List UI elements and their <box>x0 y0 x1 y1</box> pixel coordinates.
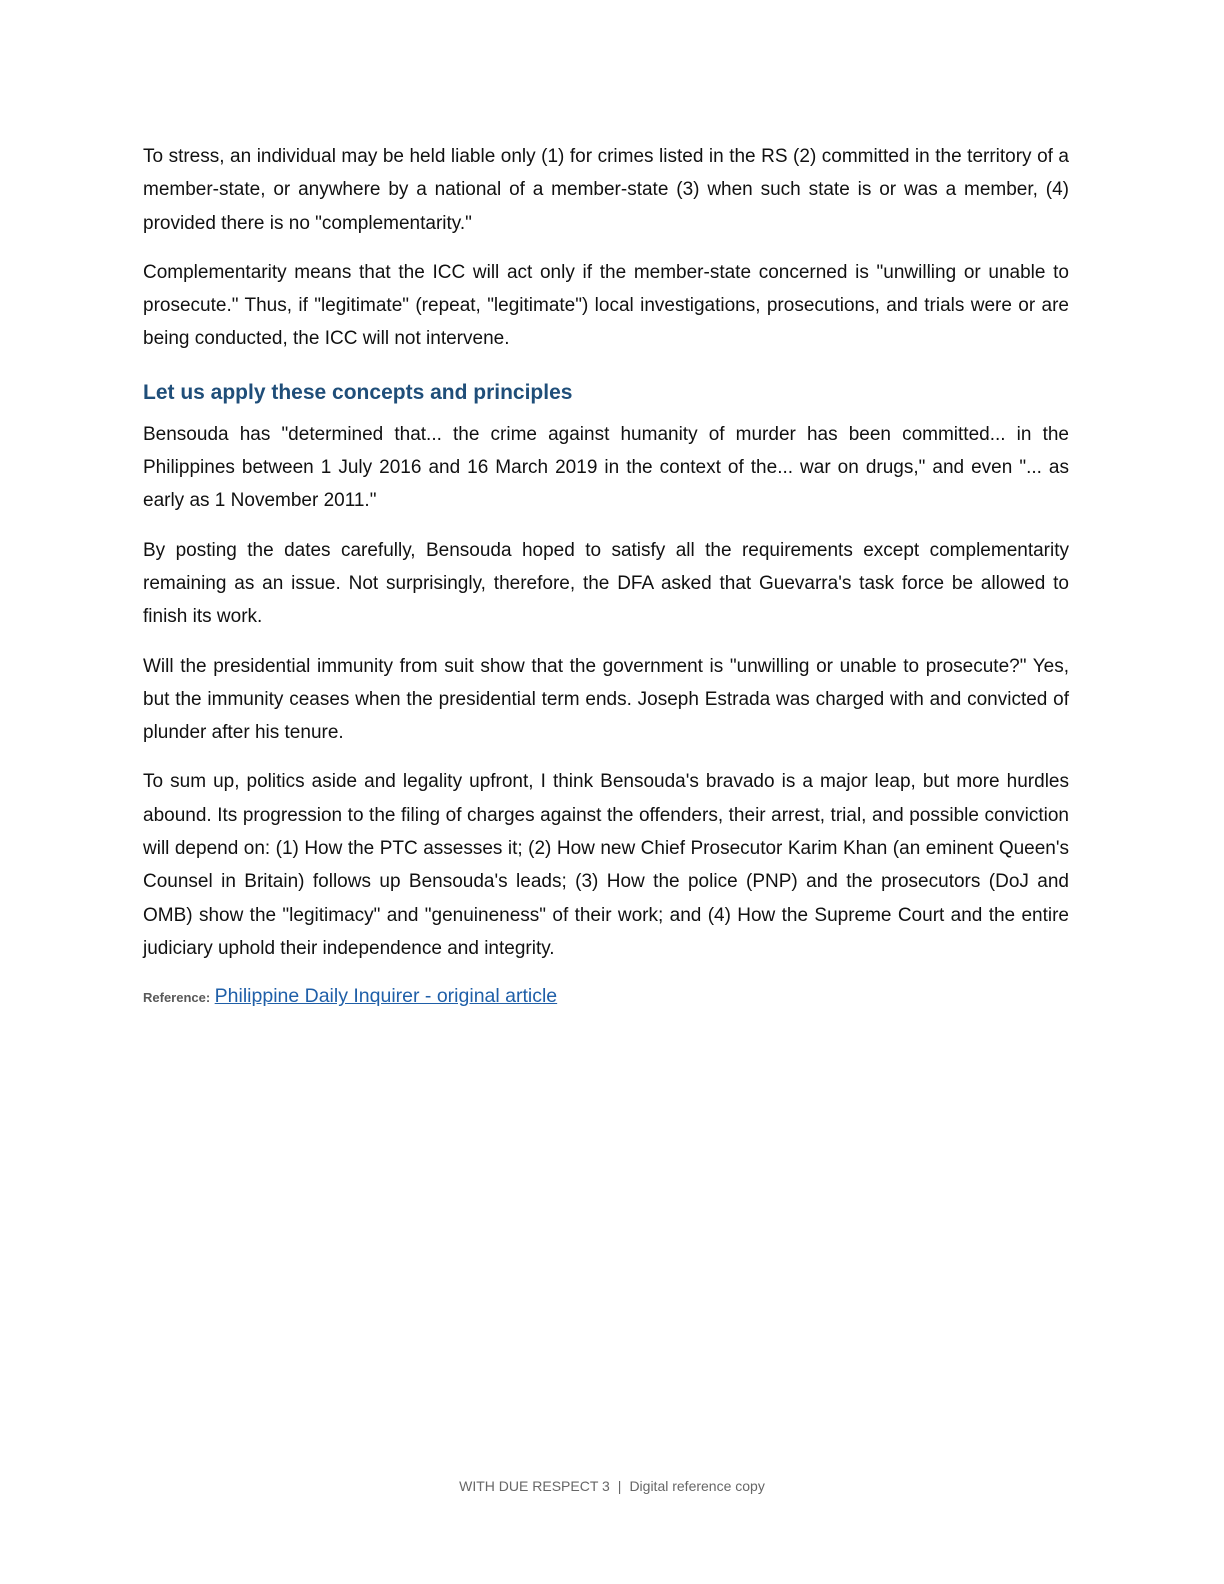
paragraph-summary: To sum up, politics aside and legality upfront, I think Bensouda's bravado is a major leap, but more hurdles abound. Its progression to the filing of charges against the offenders, their arrest, trial, and possible conviction will depend on: (1) How the PTC assesses it; (2) How new Chief Prosecutor Karim Khan (an eminent Queen's Counsel in Britain) follows up Bensouda's leads; (3) How the police (PNP) and the prosecutors (DoJ and OMB) show the "legitimacy" and "genuineness" of their work; and (4) How the Supreme Court and the entire judiciary uphold their independence and integrity. <box>143 771 1069 959</box>
paragraph-dates: By posting the dates carefully, Bensouda hoped to satisfy all the requirements except complementarity remaining as an issue. Not surprisingly, therefore, the DFA asked that Guevarra's task force be allowed to finish its work. <box>143 539 1069 628</box>
footer-separator: | <box>617 1478 622 1494</box>
footer-title: WITH DUE RESPECT 3 <box>459 1478 610 1494</box>
paragraph-liability: To stress, an individual may be held liable only (1) for crimes listed in the RS (2) committed in the territory of a member-state, or anywhere by a national of a member-state (3) when such state is or was a member, (4) provided there is no "complementarity." <box>143 146 1069 234</box>
reference-link[interactable]: Philippine Daily Inquirer - original article <box>214 985 558 1008</box>
paragraph-bensouda-determination: Bensouda has "determined that... the crime against humanity of murder has been committed... in the Philippines between 1 July 2016 and 16 March 2019 in the context of the... war on drugs," and even "... as early as 1 November 2011." <box>143 423 1069 512</box>
reference-line <box>143 981 1069 1013</box>
footer-note: Digital reference copy <box>629 1478 765 1494</box>
reference-label: Reference: <box>143 990 211 1006</box>
section-heading: Let us apply these concepts and principles <box>143 380 573 404</box>
paragraph-immunity: Will the presidential immunity from suit show that the government is "unwilling or unable to prosecute?" Yes, but the immunity ceases when the presidential term ends. Joseph Estrada was charged with and convicted of plunder after his tenure. <box>143 655 1069 744</box>
page-footer <box>0 1478 1224 1494</box>
paragraph-complementarity: Complementarity means that the ICC will act only if the member-state concerned is "unwilling or unable to prosecute." Thus, if "legitimate" (repeat, "legitimate") local investigations, prosecutions, and trials were or are being conducted, the ICC will not intervene. <box>143 261 1069 350</box>
document-body <box>143 140 1069 1013</box>
